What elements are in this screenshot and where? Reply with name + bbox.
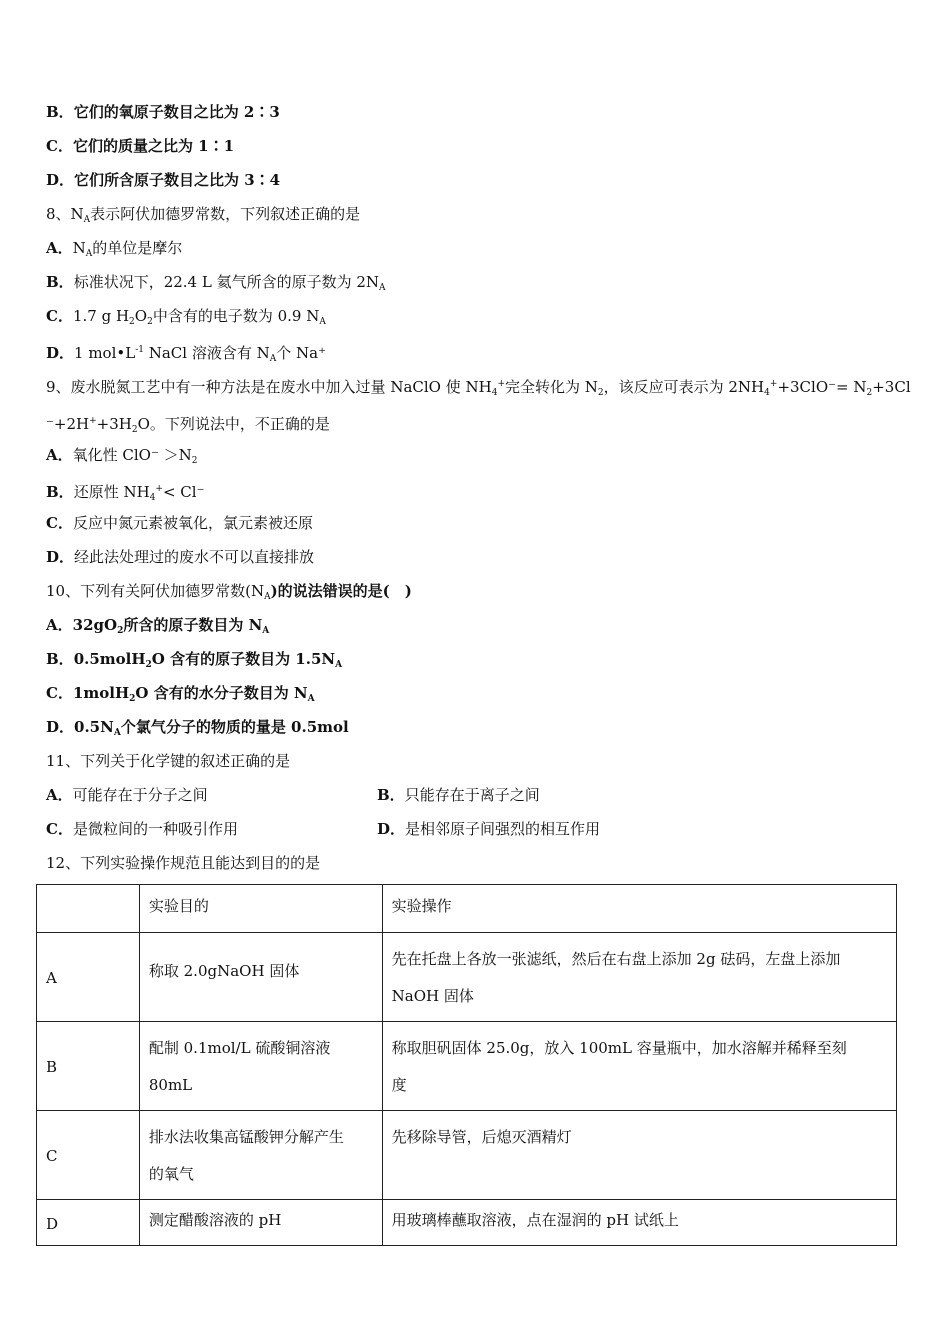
row-key: D: [37, 1200, 140, 1246]
header-cell-key: [37, 885, 140, 933]
q8-option-a: A．$N_A$的单位是摩尔: [46, 239, 183, 259]
row-operation: 先移除导管，后熄灭酒精灯: [382, 1111, 896, 1200]
q10-stem: 10、下列有关阿伏加德罗常数$(N_A)$的说法错误的是( ): [46, 582, 412, 602]
q7-option-c: C．它们的质量之比为 1∶1: [46, 137, 235, 155]
row-operation: 用玻璃棒蘸取溶液，点在湿润的 pH 试纸上: [382, 1200, 896, 1246]
header-cell-operation: 实验操作: [382, 885, 896, 933]
q8-option-c: C．1.7 g $H_2O_2$中含有的电子数为 0.9 $N_A$: [46, 307, 326, 327]
table-row: [37, 933, 897, 1022]
q11-option-b: B．只能存在于离子之间: [377, 786, 540, 804]
q9-stem-line2: $^-+2H^++3H_2O$。下列说法中，不正确的是: [46, 415, 330, 435]
table-row: [37, 1200, 897, 1246]
q10-option-c: C．1molH$_2$O 含有的水分子数目为 $N_A$: [46, 684, 315, 704]
table-row: [37, 1111, 897, 1200]
row-purpose: 排水法收集高锰酸钾分解产生 的氧气: [139, 1111, 382, 1200]
table-header-row: [37, 885, 897, 933]
row-purpose: 配制 0.1mol/L 硫酸铜溶液 80mL: [139, 1022, 382, 1111]
table-row: [37, 1022, 897, 1111]
q7-option-d: D．它们所含原子数目之比为 3∶4: [46, 171, 281, 189]
q8-option-b: B．标准状况下，22.4 L 氦气所含的原子数为 $2N_A$: [46, 273, 386, 293]
q10-option-a: A．$32gO_2$所含的原子数目为 $N_A$: [46, 616, 270, 636]
row-purpose: 称取 2.0gNaOH 固体: [139, 933, 382, 1022]
experiment-table: [36, 884, 897, 1246]
q10-option-b: B．0.5molH$_2$O 含有的原子数目为 $1.5N_A$: [46, 650, 343, 670]
q9-option-a: A．氧化性 $ClO^- >N_2$: [46, 446, 198, 466]
q9-option-d: D．经此法处理过的废水不可以直接排放: [46, 548, 315, 566]
q9-option-c: C．反应中氮元素被氧化，氯元素被还原: [46, 514, 313, 532]
q12-stem: 12、下列实验操作规范且能达到目的的是: [46, 854, 321, 872]
row-operation: 称取胆矾固体 25.0g，放入 100mL 容量瓶中，加水溶解并稀释至刻 度: [382, 1022, 896, 1111]
q11-option-a: A．可能存在于分子之间: [46, 786, 208, 804]
row-purpose: 测定醋酸溶液的 pH: [139, 1200, 382, 1246]
row-operation: 先在托盘上各放一张滤纸，然后在右盘上添加 2g 砝码，左盘上添加 NaOH 固体: [382, 933, 896, 1022]
q11-option-c: C．是微粒间的一种吸引作用: [46, 820, 238, 838]
q11-stem: 11、下列关于化学键的叙述正确的是: [46, 752, 291, 770]
row-key: B: [37, 1022, 140, 1111]
q9-option-b: B．还原性 $NH_4^+< Cl^-$: [46, 483, 205, 503]
q10-option-d: D．$0.5N_A$个氯气分子的物质的量是 0.5mol: [46, 718, 349, 738]
q9-stem-line1: 9、废水脱氮工艺中有一种方法是在废水中加入过量 NaClO 使 $NH_4^+$完全转化为 $N_2$，该反应可表示为 $2NH_4^++3ClO^-= N_2+3Cl$: [46, 378, 911, 398]
row-key: A: [37, 933, 140, 1022]
q8-stem: 8、$N_A$表示阿伏加德罗常数，下列叙述正确的是: [46, 205, 361, 225]
q7-option-b: B．它们的氧原子数目之比为 2∶3: [46, 103, 280, 121]
q11-option-d: D．是相邻原子间强烈的相互作用: [377, 820, 601, 838]
row-key: C: [37, 1111, 140, 1200]
header-cell-purpose: 实验目的: [139, 885, 382, 933]
q8-option-d: D．1 $mol•L^{-1}$ NaCl 溶液含有 $N_A$个 Na⁺: [46, 344, 327, 364]
